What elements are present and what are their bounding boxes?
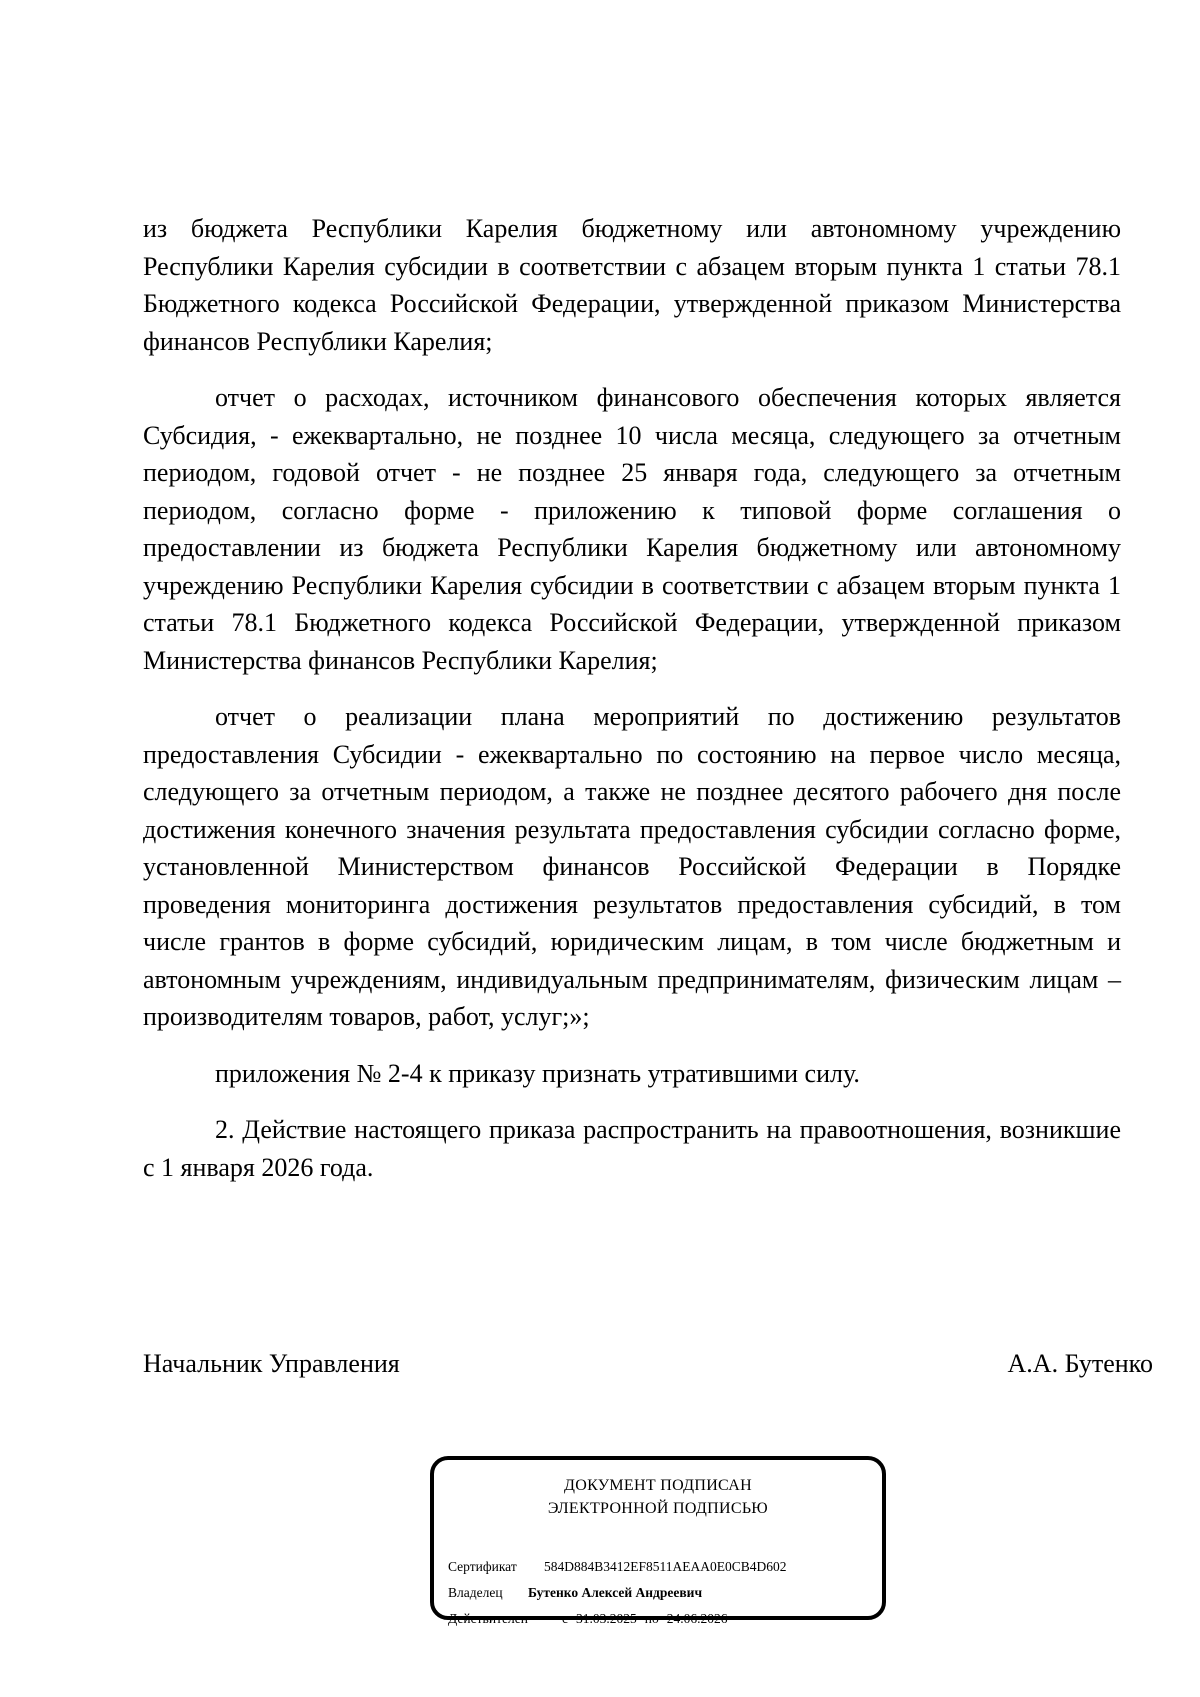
- stamp-validity-row: [448, 1606, 787, 1632]
- stamp-certificate-row: [448, 1554, 787, 1580]
- paragraph-1: из бюджета Республики Карелия бюджетному или автономному учреждению Республики Карелия субсидии в соответствии с абзацем вторым пункта 1 статьи 78.1 Бюджетного кодекса Российской Федерации, утвержденной приказом Министерства финансов Республики Карелия;: [143, 214, 1121, 356]
- stamp-title: [434, 1474, 882, 1520]
- paragraph-4: приложения № 2-4 к приказу признать утратившими силу.: [215, 1058, 860, 1088]
- valid-from-date: 31.03.2025: [576, 1611, 637, 1626]
- electronic-signature-stamp: [430, 1456, 886, 1626]
- stamp-title-line-2: ЭЛЕКТРОННОЙ ПОДПИСЬЮ: [547, 1500, 769, 1517]
- stamp-owner-row: [448, 1580, 787, 1606]
- stamp-details: [448, 1554, 787, 1632]
- certificate-value: 584D884B3412EF8511AEAA0E0CB4D602: [544, 1559, 787, 1574]
- valid-to-date: 24.06.2026: [666, 1611, 728, 1626]
- signature-block: [143, 1345, 1153, 1382]
- valid-to-prefix: по: [644, 1611, 659, 1626]
- owner-label: Владелец: [448, 1585, 503, 1600]
- paragraph-2: отчет о расходах, источником финансового обеспечения которых является Субсидия, - ежеквартально, не позднее 10 числа месяца, следующего за отчетным периодом, годовой отчет - не позднее 25 января года, следующего за отчетным периодом, согласно форме - приложению к типовой форме соглашения о предоставлении из бюджета Республики Карелия бюджетному или автономному учреждению Республики Карелия субсидии в соответствии с абзацем вторым пункта 1 статьи 78.1 Бюджетного кодекса Российской Федерации, утвержденной приказом Министерства финансов Республики Карелия;: [143, 383, 1121, 675]
- document-body: [143, 210, 1121, 1186]
- paragraph-5: 2. Действие настоящего приказа распространить на правоотношения, возникшие с 1 января 2026 года.: [143, 1115, 1121, 1182]
- valid-from-prefix: с: [562, 1611, 568, 1626]
- signer-name: А.А. Бутенко: [1007, 1349, 1153, 1378]
- paragraph-3: отчет о реализации плана мероприятий по достижению результатов предоставления Субсидии - ежеквартально по состоянию на первое число месяца, следующего за отчетным периодом, а также не позднее десятого рабочего дня после достижения конечного значения результата предоставления субсидии согласно форме, установленной Министерством финансов Российской Федерации в Порядке проведения мониторинга достижения результатов предоставления субсидий, в том числе грантов в форме субсидий, юридическим лицам, в том числе бюджетным и автономным учреждениям, индивидуальным предпринимателям, физическим лицам – производителям товаров, работ, услуг;»;: [143, 702, 1121, 1031]
- valid-label: Действителен: [448, 1611, 528, 1626]
- certificate-label: Сертификат: [448, 1559, 517, 1574]
- stamp-title-line-1: ДОКУМЕНТ ПОДПИСАН: [564, 1477, 752, 1494]
- signer-position: Начальник Управления: [143, 1349, 400, 1378]
- owner-value: Бутенко Алексей Андреевич: [528, 1585, 703, 1600]
